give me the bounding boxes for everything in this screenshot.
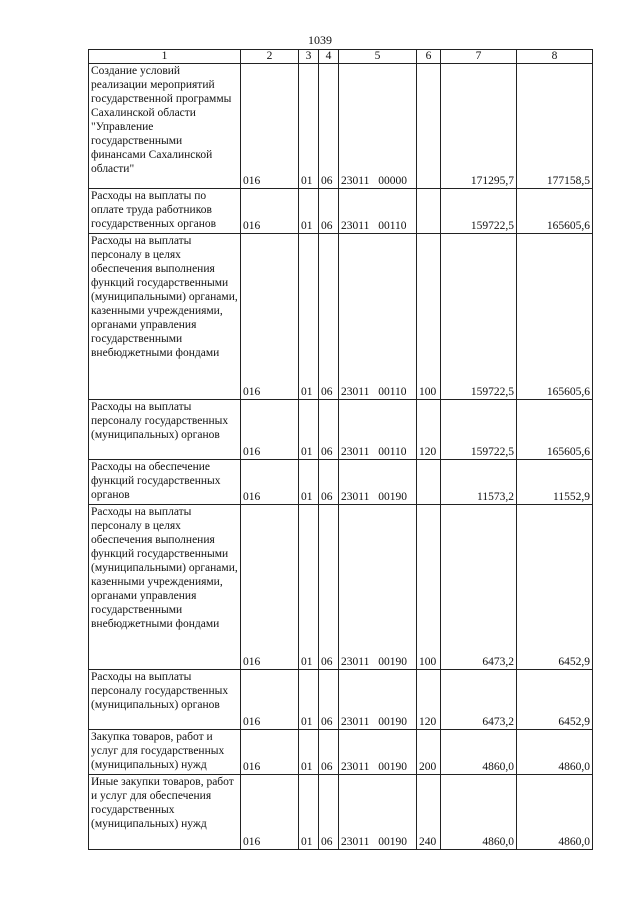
- target-article-code: 23011 00110: [339, 189, 417, 234]
- expense-name: Создание условий реализации мероприятий государственной программы Сахалинской области "Управление государственными финансами Сахалинской области": [89, 64, 241, 189]
- section-code: 01: [299, 730, 319, 775]
- header-cell-1: 1: [89, 50, 241, 64]
- subsection-code: 06: [319, 505, 339, 670]
- subsection-code: 06: [319, 670, 339, 730]
- amount-year-1: 159722,5: [441, 234, 517, 400]
- table-row: [89, 775, 593, 850]
- ministry-code: 016: [241, 775, 299, 850]
- expense-name: Расходы на выплаты персоналу государственных (муниципальных) органов: [89, 670, 241, 730]
- ministry-code: 016: [241, 460, 299, 505]
- subsection-code: 06: [319, 460, 339, 505]
- table-row: [89, 189, 593, 234]
- amount-year-1: 6473,2: [441, 670, 517, 730]
- amount-year-1: 6473,2: [441, 505, 517, 670]
- header-cell-6: 6: [417, 50, 441, 64]
- amount-year-2: 6452,9: [517, 670, 593, 730]
- target-article-code: 23011 00110: [339, 234, 417, 400]
- table-row: [89, 64, 593, 189]
- expense-name: Расходы на выплаты персоналу в целях обеспечения выполнения функций государственными (муниципальными) органами, казенными учреждениями, органами управления государственными внебюджетными фондами: [89, 505, 241, 670]
- page-number: 1039: [308, 33, 332, 47]
- expense-name: Иные закупки товаров, работ и услуг для обеспечения государственных (муниципальных) нужд: [89, 775, 241, 850]
- expense-type-code: 240: [417, 775, 441, 850]
- expense-name: Расходы на обеспечение функций государственных органов: [89, 460, 241, 505]
- header-cell-4: 4: [319, 50, 339, 64]
- table-row: [89, 400, 593, 460]
- subsection-code: 06: [319, 400, 339, 460]
- budget-table: [88, 49, 593, 850]
- expense-type-code: 100: [417, 234, 441, 400]
- section-code: 01: [299, 775, 319, 850]
- table-row: [89, 730, 593, 775]
- target-article-code: 23011 00190: [339, 460, 417, 505]
- ministry-code: 016: [241, 234, 299, 400]
- target-article-code: 23011 00190: [339, 505, 417, 670]
- amount-year-1: 159722,5: [441, 400, 517, 460]
- section-code: 01: [299, 189, 319, 234]
- expense-name: Закупка товаров, работ и услуг для государственных (муниципальных) нужд: [89, 730, 241, 775]
- subsection-code: 06: [319, 189, 339, 234]
- section-code: 01: [299, 670, 319, 730]
- subsection-code: 06: [319, 775, 339, 850]
- header-cell-8: 8: [517, 50, 593, 64]
- amount-year-1: 11573,2: [441, 460, 517, 505]
- ministry-code: 016: [241, 505, 299, 670]
- amount-year-2: 165605,6: [517, 400, 593, 460]
- target-article-code: 23011 00110: [339, 400, 417, 460]
- ministry-code: 016: [241, 189, 299, 234]
- expense-name: Расходы на выплаты персоналу государственных (муниципальных) органов: [89, 400, 241, 460]
- amount-year-2: 4860,0: [517, 775, 593, 850]
- amount-year-2: 177158,5: [517, 64, 593, 189]
- table-row: [89, 460, 593, 505]
- header-cell-3: 3: [299, 50, 319, 64]
- expense-type-code: 120: [417, 400, 441, 460]
- amount-year-2: 6452,9: [517, 505, 593, 670]
- amount-year-2: 165605,6: [517, 189, 593, 234]
- header-cell-7: 7: [441, 50, 517, 64]
- header-row: [89, 50, 593, 64]
- amount-year-2: 11552,9: [517, 460, 593, 505]
- target-article-code: 23011 00190: [339, 670, 417, 730]
- section-code: 01: [299, 400, 319, 460]
- section-code: 01: [299, 64, 319, 189]
- ministry-code: 016: [241, 400, 299, 460]
- expense-name: Расходы на выплаты по оплате труда работников государственных органов: [89, 189, 241, 234]
- header-cell-5: 5: [339, 50, 417, 64]
- ministry-code: 016: [241, 64, 299, 189]
- ministry-code: 016: [241, 730, 299, 775]
- amount-year-2: 4860,0: [517, 730, 593, 775]
- subsection-code: 06: [319, 64, 339, 189]
- table-row: [89, 505, 593, 670]
- amount-year-1: 4860,0: [441, 730, 517, 775]
- table-row: [89, 234, 593, 400]
- subsection-code: 06: [319, 730, 339, 775]
- amount-year-1: 159722,5: [441, 189, 517, 234]
- target-article-code: 23011 00190: [339, 730, 417, 775]
- section-code: 01: [299, 460, 319, 505]
- expense-type-code: [417, 64, 441, 189]
- expense-type-code: 100: [417, 505, 441, 670]
- expense-name: Расходы на выплаты персоналу в целях обеспечения выполнения функций государственными (муниципальными) органами, казенными учреждениями, органами управления государственными внебюджетными фондами: [89, 234, 241, 400]
- header-cell-2: 2: [241, 50, 299, 64]
- amount-year-1: 171295,7: [441, 64, 517, 189]
- target-article-code: 23011 00190: [339, 775, 417, 850]
- section-code: 01: [299, 234, 319, 400]
- expense-type-code: [417, 189, 441, 234]
- subsection-code: 06: [319, 234, 339, 400]
- amount-year-1: 4860,0: [441, 775, 517, 850]
- amount-year-2: 165605,6: [517, 234, 593, 400]
- expense-type-code: 200: [417, 730, 441, 775]
- section-code: 01: [299, 505, 319, 670]
- table-row: [89, 670, 593, 730]
- expense-type-code: 120: [417, 670, 441, 730]
- target-article-code: 23011 00000: [339, 64, 417, 189]
- ministry-code: 016: [241, 670, 299, 730]
- expense-type-code: [417, 460, 441, 505]
